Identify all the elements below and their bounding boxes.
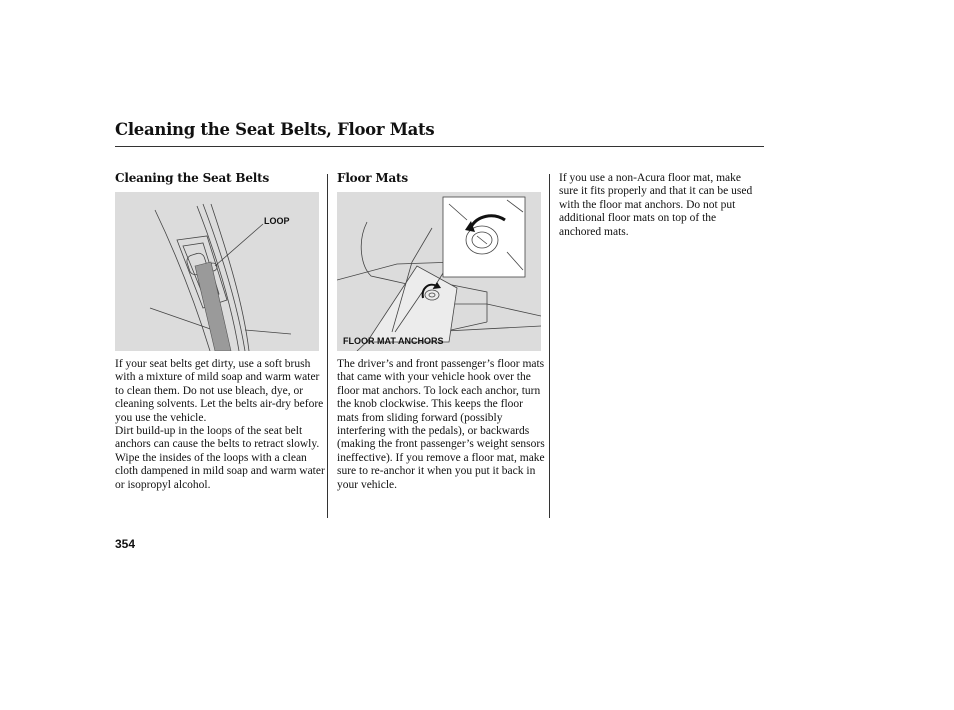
loop-label: LOOP — [264, 216, 290, 226]
seat-belt-loop-figure — [115, 192, 319, 351]
floor-mat-anchors-label: FLOOR MAT ANCHORS — [343, 336, 444, 346]
floor-mats-heading: Floor Mats — [337, 171, 408, 185]
floor-mats-body — [337, 358, 547, 492]
seat-belts-paragraph-2: Dirt build-up in the loops of the seat belt anchors can cause the belts to retract slowly. Wipe the insides of the loops with a clean cloth dampened in mild soap and warm water or isopropyl alcohol. — [115, 425, 325, 491]
floor-mat-illustration — [337, 192, 541, 351]
seat-belts-heading: Cleaning the Seat Belts — [115, 171, 270, 185]
page-number: 354 — [115, 537, 136, 551]
seat-belts-paragraph-1: If your seat belts get dirty, use a soft brush with a mixture of mild soap and warm water to clean them. Do not use bleach, dye, or cleaning solvents. Let the belts air-dry before you use the vehicle. — [115, 358, 324, 424]
title-divider — [115, 146, 764, 147]
page-title: Cleaning the Seat Belts, Floor Mats — [115, 120, 435, 139]
column-divider-2 — [549, 174, 550, 518]
column3-body — [559, 172, 761, 239]
seat-belts-body — [115, 358, 325, 492]
column-divider-1 — [327, 174, 328, 518]
floor-mats-paragraph-1: The driver’s and front passenger’s floor mats that came with your vehicle hook over the floor mat anchors. To lock each anchor, turn the knob clockwise. This keeps the floor mats from sliding forward (possibly interfering with the pedals), or backwards (making the front passenger’s weight sensors ineffective). If you remove a floor mat, make sure to re-anchor it when you put it back in your vehicle. — [337, 358, 545, 491]
floor-mat-anchor-figure — [337, 192, 541, 351]
non-acura-mat-paragraph: If you use a non-Acura floor mat, make sure it fits properly and that it can be used with the floor mat anchors. Do not put additional floor mats on top of the anchored mats. — [559, 172, 753, 238]
